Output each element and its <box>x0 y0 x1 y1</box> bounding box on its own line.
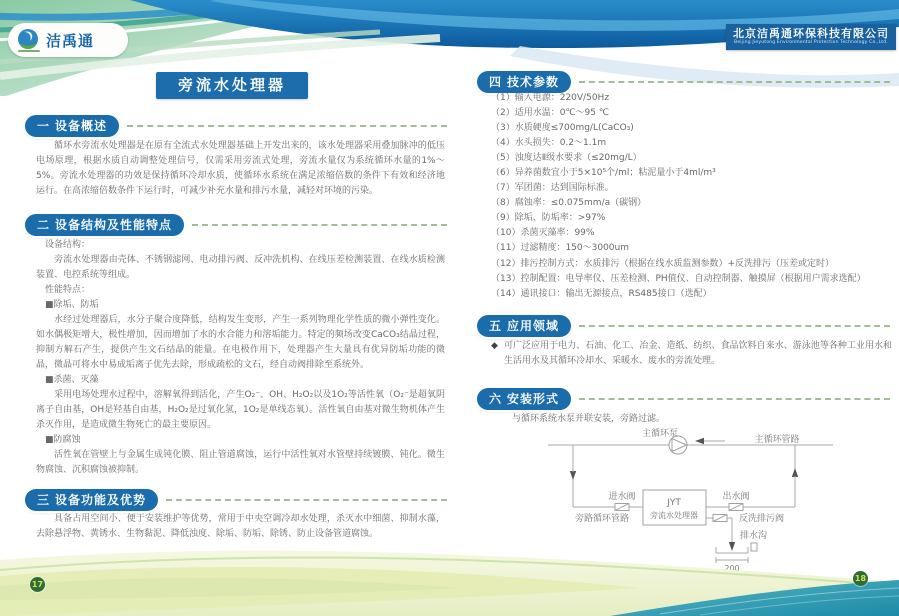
flow-down-arrow-icon <box>570 471 576 480</box>
feature-title: ■除垢、防垢 <box>45 300 99 310</box>
section-header-structure <box>25 214 447 236</box>
overview-body <box>36 139 445 199</box>
section-title: 应用领域 <box>507 319 560 333</box>
dimension-label: 200 <box>724 564 740 573</box>
dotted-rule <box>579 81 890 83</box>
tech-item: （1）输入电源：220V/50Hz <box>491 93 610 103</box>
section-pill <box>477 388 571 410</box>
feature-paragraph: 活性氧在管壁上与金属生成钝化膜、阻止管道腐蚀，运行中活性氧对水管壁持续镀膜、钝化。微生物腐蚀、沉积腐蚀被抑制。 <box>36 450 445 475</box>
tech-item: （5）浊度达Ⅱ级水要求（≤20mg/L） <box>491 153 642 164</box>
structure-body <box>36 238 445 478</box>
tech-item: （11）过滤精度：150～3000um <box>491 243 630 254</box>
bypass-pipe-label: 旁路循环管路 <box>575 514 630 524</box>
structure-label: 设备结构： <box>45 240 91 250</box>
page-number-left: 17 <box>30 577 45 592</box>
tech-item: （13）控制配置：电导率仪、压差检测、PH值仪、自动控制器、触摸屏（根据用户需求选配） <box>491 273 866 284</box>
section-number: 六 <box>489 392 503 406</box>
section-title: 设备结构及性能特点 <box>55 218 173 232</box>
feature-title: ■杀菌、灭藻 <box>45 375 99 385</box>
dotted-rule <box>579 398 890 400</box>
section-header-overview <box>25 115 447 137</box>
dotted-rule <box>579 325 890 327</box>
device-label-2: 旁流水处理器 <box>650 511 698 520</box>
dotted-rule <box>166 499 447 501</box>
tech-item: （8）腐蚀率：≤0.075mm/a（碳钢） <box>491 198 647 209</box>
company-name-en: Beijing Jieyutong Environmental Protection Technology Co.,Ltd. <box>734 40 888 45</box>
tech-parameter-list <box>491 91 891 302</box>
section-header-tech-params <box>477 71 890 93</box>
section-number: 一 <box>37 119 51 133</box>
tech-item: （4）水头损失：0.2～1.1m <box>491 138 607 149</box>
tech-item: （9）除垢、防垢率：>97% <box>491 213 606 224</box>
section-title: 安装形式 <box>507 392 560 406</box>
section-number: 三 <box>37 493 51 507</box>
feature-title: ■防腐蚀 <box>45 435 81 445</box>
feature-paragraph: 采用电场处理水过程中，溶解氧得到活化，产生O₂⁻、OH、H₂O₂以及1O₂等活性氧（O₂⁻是超氧阴离子自由基，OH是羟基自由基，H₂O₂是过氧化氢，1O₂是单线态氧）。活性氧自由基对微生物机体产生杀灭作用，是造成微生物死亡的最主要原因。 <box>36 390 445 430</box>
pump-label: 主循环泵 <box>641 429 679 439</box>
inlet-valve-label: 进水阀 <box>608 492 636 502</box>
tech-item: （12）排污控制方式：水质排污（根据在线水质监测参数）+反洗排污（压差或定时） <box>491 258 834 269</box>
tech-item: （7）军团菌：达到国际标准。 <box>491 183 614 194</box>
section-header-installation <box>477 388 890 410</box>
logo-tagline-mark <box>18 50 40 52</box>
outlet-valve-label: 出水阀 <box>722 492 750 502</box>
structure-paragraph: 旁流水处理器由壳体、不锈钢滤网、电动排污阀、反冲洗机构、在线压差检测装置、在线水质检测装置、电控系统等组成。 <box>36 255 445 280</box>
functions-paragraph: 具备占用空间小、便于安装维护等优势，常用于中央空调冷却水处理，杀灭水中细菌、抑制水藻，去除悬浮物、黄锈水、生物黏泥、降低浊度、除垢、防垢、除锈、防止设备管道腐蚀。 <box>36 514 445 539</box>
installation-note-text: 与循环系统水泵并联安装，旁路过滤。 <box>512 414 666 424</box>
section-title: 设备概述 <box>55 119 108 133</box>
backwash-valve-label: 反洗排污阀 <box>739 514 785 524</box>
section-header-functions <box>25 489 447 511</box>
overview-paragraph: 循环水旁流水处理器是在原有全流式水处理器基础上开发出来的，该水处理器采用叠加脉冲的低压电场原理，根据水质自动调整处理信号，仅需采用旁流式处理，旁流水量仅为系统循环水量的1%～5%。旁流水处理器的功效是保持循环冷却水质，使循环水系统在满足浓缩倍数的条件下有效和经济地运行。在高浓缩倍数条件下运行时，可减少补充水量和排污水量，减轻对环境的污染。 <box>36 141 445 196</box>
page-number-right: 18 <box>853 571 868 586</box>
device-label-1: JYT <box>667 498 681 508</box>
dotted-rule <box>127 125 447 127</box>
section-title: 设备功能及优势 <box>55 493 147 507</box>
flow-up-arrow-icon <box>792 468 798 477</box>
dotted-rule <box>192 224 447 226</box>
section-pill <box>25 489 158 511</box>
section-number: 四 <box>489 75 503 89</box>
flow-left-arrow-icon <box>695 438 704 444</box>
section-title: 技术参数 <box>507 75 560 89</box>
applications-body <box>491 339 892 369</box>
footer-wave-art <box>0 536 899 616</box>
section-pill <box>25 115 119 137</box>
logo-text: 洁禹通 <box>46 31 95 50</box>
tech-item: （3）水质硬度≤700mg/L(CaCO₃) <box>491 123 634 134</box>
company-name-cn: 北京洁禹通环保科技有限公司 <box>733 27 889 40</box>
feature-paragraph: 水经过处理器后，水分子聚合度降低，结构发生变形，产生一系列物理化学性质的微小弹性变化。如水偶极矩增大，极性增加，因而增加了水的水合能力和溶垢能力。特定的频场改变CaCO₃结晶过程，抑制方解石产生，提供产生文石结晶的能量。在电极作用下，处理器产生大量具有优异防垢功能的微晶，微晶可将水中易成垢离子优先去除，形成疏松的文石，经自动阀排除至系统外。 <box>36 315 445 370</box>
section-number: 五 <box>489 319 503 333</box>
section-number: 二 <box>37 218 51 232</box>
tech-item: （2）适用水温：0℃～95 ℃ <box>491 108 609 119</box>
section-pill <box>25 214 184 236</box>
section-pill <box>477 315 571 337</box>
globe-icon <box>16 28 40 52</box>
company-logo <box>8 23 128 57</box>
page-title: 旁流水处理器 <box>156 72 308 99</box>
section-header-applications <box>477 315 890 337</box>
main-pipe-label: 主循环管路 <box>754 435 800 445</box>
tech-item: （14）通讯接口：输出无源接点，RS485接口（选配） <box>491 288 712 299</box>
company-banner <box>726 24 896 50</box>
diamond-bullet-icon: ◆ <box>491 341 498 351</box>
drain-label: 排水沟 <box>740 531 768 541</box>
tech-item: （10）杀菌灭藻率：99% <box>491 228 595 239</box>
tech-item: （6）异养菌数宜小于5×10⁵个/ml；粘泥量小于4ml/m³ <box>491 168 716 179</box>
performance-label: 性能特点： <box>45 285 91 295</box>
applications-paragraph: 可广泛应用于电力、石油、化工、冶金、造纸、纺织、食品饮料自来水、游泳池等各种工业用水和生活用水及其循环冷却水、采暖水、废水的旁流处理。 <box>504 341 892 366</box>
section-pill <box>477 71 571 93</box>
